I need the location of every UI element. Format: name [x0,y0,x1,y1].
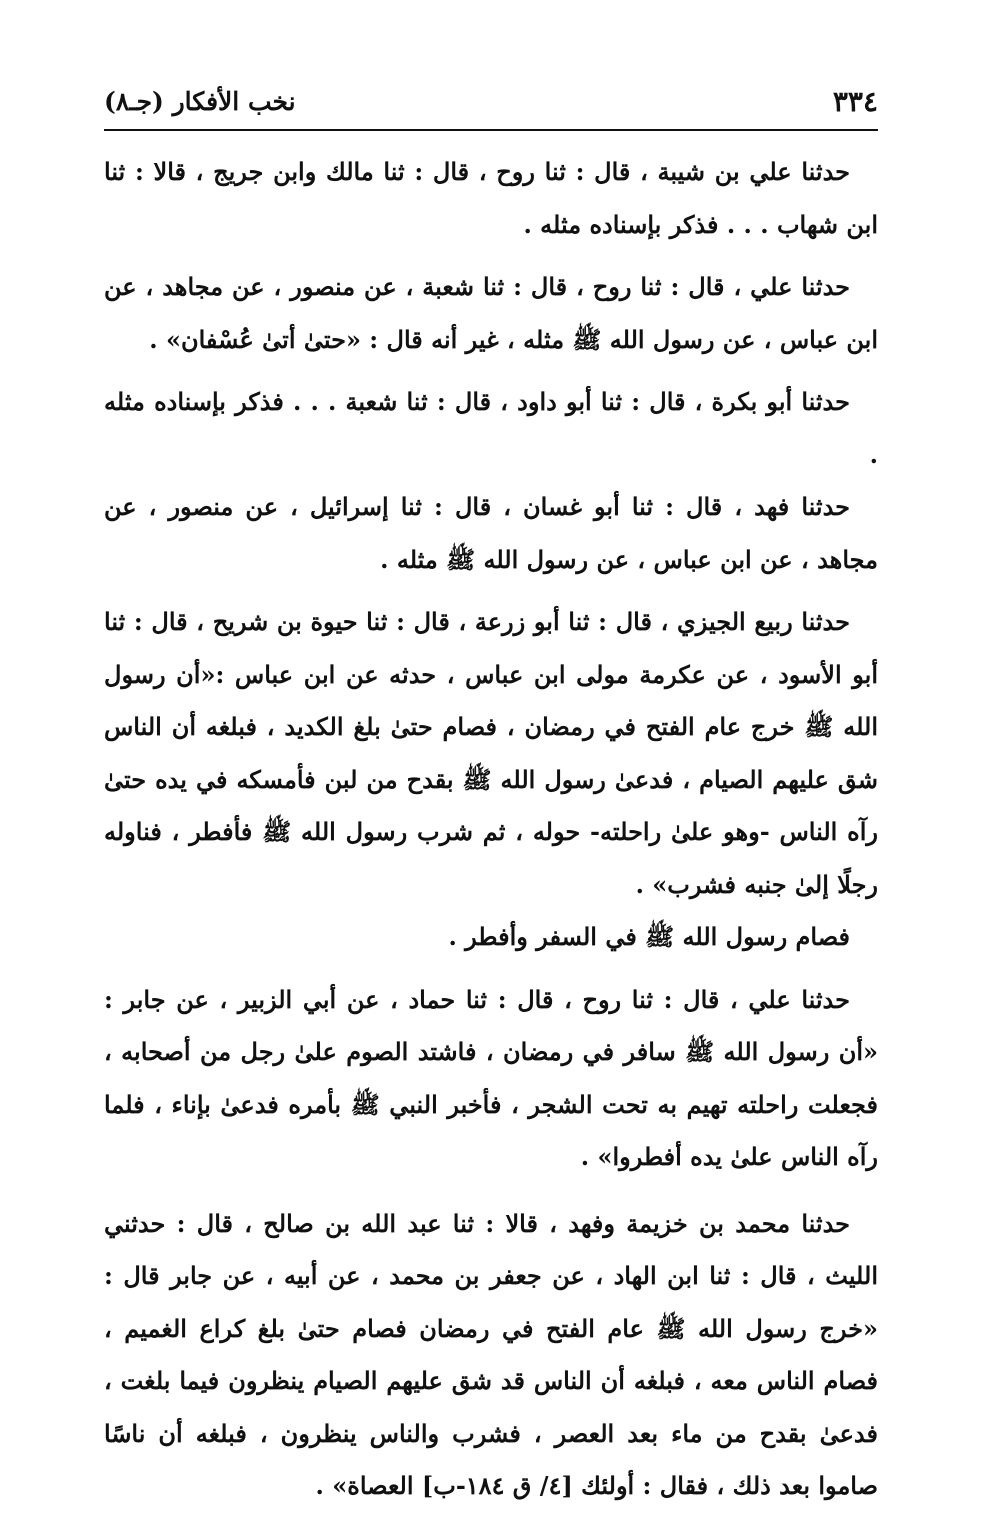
paragraph-8: حدثنا محمد بن خزيمة وفهد ، قالا : ثنا عبد الله بن صالح ، قال : حدثني الليث ، قال : ثنا ابن الهاد ، عن جعفر بن محمد ، عن أبيه ، عن جابر قال : «خرج رسول الله ﷺ عام الفتح في رمضان فصام حتىٰ بلغ كراع الغميم ، فصام الناس معه ، فبلغه أن الناس قد شق عليهم الصيام ينظرون فيما بلغت ، فدعىٰ بقدح من ماء بعد العصر ، فشرب والناس ينظرون ، فبلغه أن ناسًا صاموا بعد ذلك ، فقال : أولئك [٤/ ق ١٨٤-ب] العصاة» . [104,1208,878,1500]
page-header [104,84,878,126]
page-number: ٣٣٤ [832,85,878,118]
paragraph-4: حدثنا فهد ، قال : ثنا أبو غسان ، قال : ثنا إسرائيل ، عن منصور ، عن مجاهد ، عن ابن عباس ، عن رسول الله ﷺ مثله . [104,492,878,574]
paragraph-1: حدثنا علي بن شيبة ، قال : ثنا روح ، قال : ثنا مالك وابن جريج ، قالا : ثنا ابن شهاب . . . فذكر بإسناده مثله . [104,157,878,239]
main-text [104,146,878,1513]
paragraph-7: حدثنا علي ، قال : ثنا روح ، قال : ثنا حماد ، عن أبي الزبير ، عن جابر : «أن رسول الله ﷺ سافر في رمضان ، فاشتد الصوم علىٰ رجل من أصحابه ، فجعلت راحلته تهيم به تحت الشجر ، فأخبر النبي ﷺ بأمره فدعىٰ بإناء ، فلما رآه الناس علىٰ يده أفطروا» . [104,984,878,1171]
paragraph-6: فصام رسول الله ﷺ في السفر وأفطر . [448,922,850,951]
paragraph-2: حدثنا علي ، قال : ثنا روح ، قال : ثنا شعبة ، عن منصور ، عن مجاهد ، عن ابن عباس ، عن رسول الله ﷺ مثله ، غير أنه قال : «حتىٰ أتىٰ عُسْفان» . [104,272,878,354]
header-divider [104,129,878,131]
paragraph-3: حدثنا أبو بكرة ، قال : ثنا أبو داود ، قال : ثنا شعبة . . . فذكر بإسناده مثله . [104,387,878,469]
paragraph-5: حدثنا ربيع الجيزي ، قال : ثنا أبو زرعة ، قال : ثنا حيوة بن شريح ، قال : ثنا أبو الأسود ، عن عكرمة مولى ابن عباس ، حدثه عن ابن عباس :«أن رسول الله ﷺ خرج عام الفتح في رمضان ، فصام حتىٰ بلغ الكديد ، فبلغه أن الناس شق عليهم الصيام ، فدعىٰ رسول الله ﷺ بقدح من لبن فأمسكه في يده حتىٰ رآه الناس -وهو علىٰ راحلته- حوله ، ثم شرب رسول الله ﷺ فأفطر ، فناوله رجلًا إلىٰ جنبه فشرب» . [104,607,878,899]
running-title: نخب الأفكار (جـ٨) [104,87,296,116]
